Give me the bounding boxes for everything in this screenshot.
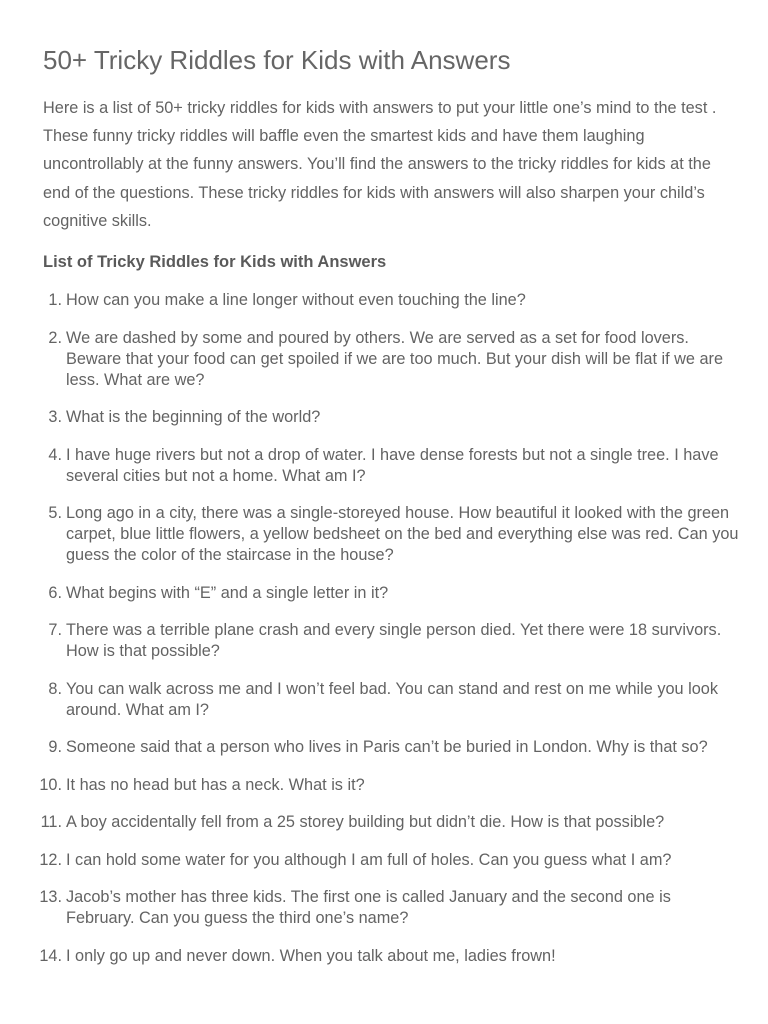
riddle-item [0, 850, 740, 871]
riddle-item [0, 946, 740, 967]
riddle-number: 2. [48, 328, 62, 347]
riddle-number: 5. [48, 504, 62, 522]
riddle-number: 3. [48, 408, 62, 426]
riddle-number: 6. [48, 583, 62, 602]
riddle-item [0, 407, 740, 428]
riddle-number: 7. [48, 621, 62, 639]
riddle-text: I only go up and never down. When you talk about me, ladies frown! [66, 946, 556, 965]
riddle-text: I have huge rivers but not a drop of water. I have dense forests but not a single tree. I have several cities but not a home. What am I? [66, 445, 719, 485]
riddle-number: 8. [48, 679, 62, 698]
riddle-text: What is the beginning of the world? [66, 408, 321, 426]
riddle-number: 1. [48, 291, 62, 309]
riddle-number: 4. [48, 445, 62, 464]
riddle-text: A boy accidentally fell from a 25 storey building but didn’t die. How is that possible? [66, 813, 665, 831]
riddle-item [0, 887, 740, 929]
riddle-text: How can you make a line longer without even touching the line? [66, 291, 526, 309]
riddle-text: We are dashed by some and poured by others. We are served as a set for food lovers. Beware that your food can get spoiled if we are too much. But your dish will be flat if we are less. What are we? [66, 328, 724, 389]
riddle-text: There was a terrible plane crash and every single person died. Yet there were 18 survivors. How is that possible? [66, 621, 722, 660]
riddle-number: 13. [39, 888, 62, 906]
article-title: 50+ Tricky Riddles for Kids with Answers [43, 45, 511, 75]
section-heading: List of Tricky Riddles for Kids with Answers [43, 253, 387, 271]
riddle-list [0, 290, 740, 983]
riddle-item [0, 812, 740, 833]
riddle-number: 12. [39, 850, 62, 869]
riddle-number: 10. [39, 775, 62, 794]
riddle-item [0, 445, 740, 487]
riddle-item [0, 775, 740, 796]
riddle-text: It has no head but has a neck. What is it? [66, 775, 365, 794]
riddle-text: You can walk across me and I won’t feel bad. You can stand and rest on me while you look around. What am I? [66, 679, 718, 719]
riddle-text: Jacob’s mother has three kids. The first one is called January and the second one is February. Can you guess the third one’s name? [66, 888, 671, 927]
riddle-text: Someone said that a person who lives in Paris can’t be buried in London. Why is that so? [66, 738, 708, 756]
riddle-number: 11. [40, 813, 62, 831]
riddle-number: 14. [39, 946, 62, 965]
riddle-item [0, 737, 740, 758]
riddle-item [0, 583, 740, 604]
riddle-item [0, 679, 740, 721]
riddle-text: What begins with “E” and a single letter in it? [66, 583, 389, 602]
riddle-text: I can hold some water for you although I am full of holes. Can you guess what I am? [66, 850, 672, 869]
riddle-text: Long ago in a city, there was a single-storeyed house. How beautiful it looked with the green carpet, blue little flowers, a yellow bedsheet on the bed and everything else was red. Can you guess the color of the staircase in the house? [66, 504, 739, 564]
riddle-item [0, 290, 740, 311]
intro-paragraph: Here is a list of 50+ tricky riddles for kids with answers to put your little one’s mind to the test . These funny tricky riddles will baffle even the smartest kids and have them laughing uncontrollably at the funny answers. You’ll find the answers to the tricky riddles for kids at the end of the questions. These tricky riddles for kids with answers will also sharpen your child’s cognitive skills. [43, 99, 717, 230]
riddle-number: 9. [48, 738, 62, 756]
riddle-item [0, 620, 740, 662]
riddle-item [0, 328, 740, 391]
riddle-item [0, 503, 740, 566]
